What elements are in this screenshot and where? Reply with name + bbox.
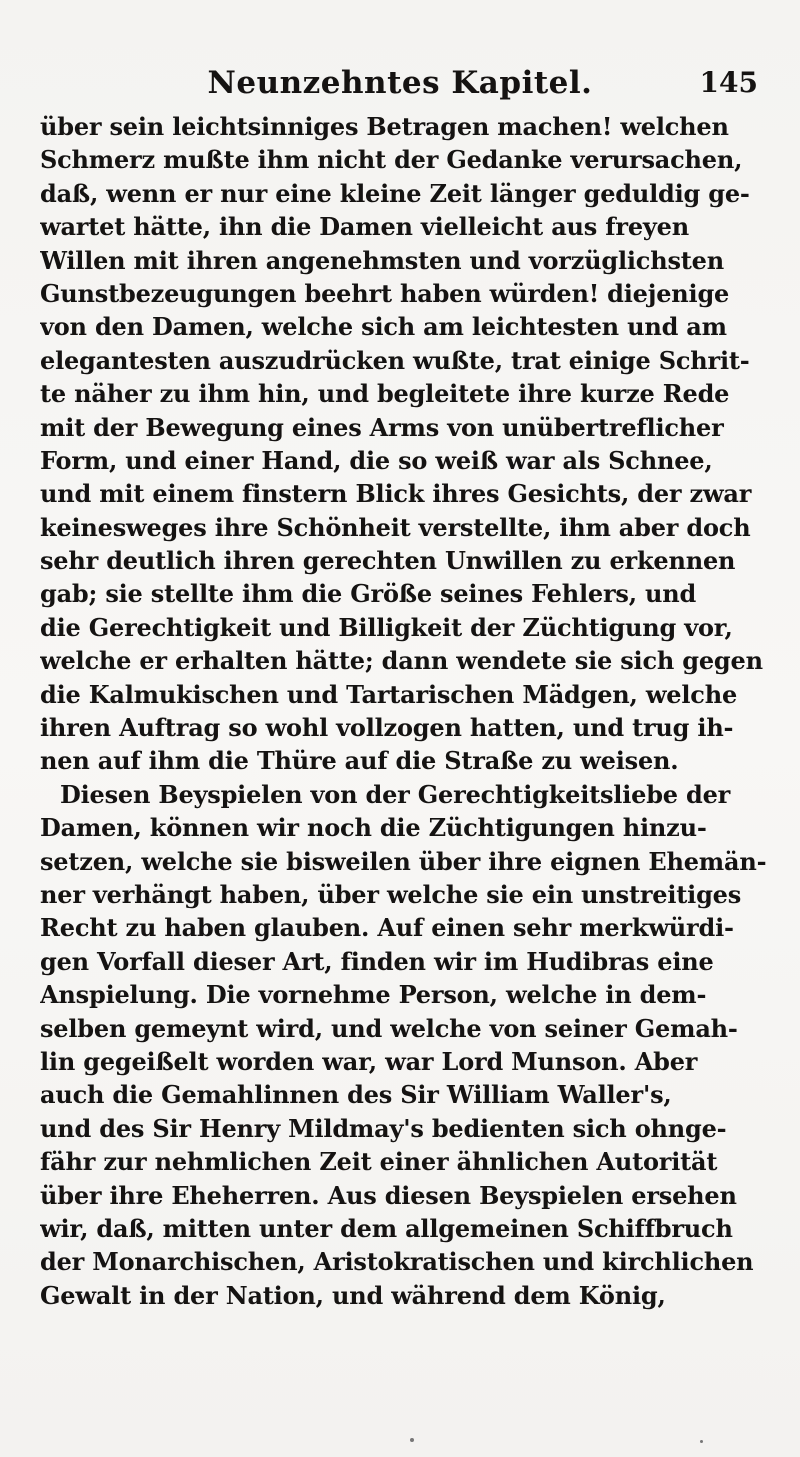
text-line: und des Sir Henry Mildmay's bedienten sich ohnge-	[40, 1113, 727, 1143]
text-line: setzen, welche sie bisweilen über ihre eignen Ehemän-	[40, 846, 767, 876]
text-line: daß, wenn er nur eine kleine Zeit länger geduldig ge-	[40, 178, 750, 208]
text-line: ner verhängt haben, über welche sie ein unstreitiges	[40, 879, 742, 909]
text-line: die Kalmukischen und Tartarischen Mädgen, welche	[40, 679, 738, 709]
text-line: nen auf ihm die Thüre auf die Straße zu weisen.	[40, 746, 679, 776]
text-line: Recht zu haben glauben. Auf einen sehr merkwürdi-	[40, 913, 734, 943]
text-line: ihren Auftrag so wohl vollzogen hatten, und trug ih-	[40, 713, 734, 743]
text-line: Willen mit ihren angenehmsten und vorzüglichsten	[40, 245, 724, 275]
text-line: Schmerz mußte ihm nicht der Gedanke verursachen,	[40, 145, 743, 175]
text-line: Gunstbezeugungen beehrt haben würden! diejenige	[40, 278, 730, 308]
text-line: die Gerechtigkeit und Billigkeit der Züchtigung vor,	[40, 612, 733, 642]
text-line: lin gegeißelt worden war, war Lord Munson. Aber	[40, 1046, 698, 1076]
text-line: keinesweges ihre Schönheit verstellte, ihm aber doch	[40, 512, 751, 542]
text-line: wartet hätte, ihn die Damen vielleicht aus freyen	[40, 212, 689, 242]
text-line: über ihre Eheherren. Aus diesen Beyspielen ersehen	[40, 1180, 737, 1210]
paragraph-start-line: Diesen Beyspielen von der Gerechtigkeitsliebe der	[60, 779, 731, 809]
text-line: gen Vorfall dieser Art, finden wir im Hudibras eine	[40, 946, 714, 976]
text-line: te näher zu ihm hin, und begleitete ihre kurze Rede	[40, 379, 730, 409]
text-line: und mit einem finstern Blick ihres Gesichts, der zwar	[40, 479, 752, 509]
running-head	[0, 58, 800, 108]
text-line: Damen, können wir noch die Züchtigungen hinzu-	[40, 813, 707, 843]
text-line: Form, und einer Hand, die so weiß war als Schnee,	[40, 445, 713, 475]
text-line: über sein leichtsinniges Betragen machen! welchen	[40, 112, 729, 141]
text-line: fähr zur nehmlichen Zeit einer ähnlichen Autorität	[40, 1147, 718, 1177]
paper-speck	[700, 1440, 703, 1443]
page-number: 145	[699, 66, 758, 99]
text-line: Anspielung. Die vornehme Person, welche in dem-	[40, 980, 707, 1010]
text-line: selben gemeynt wird, und welche von seiner Gemah-	[40, 1013, 738, 1043]
text-line: mit der Bewegung eines Arms von unübertreflicher	[40, 412, 724, 442]
text-line: welche er erhalten hätte; dann wendete sie sich gegen	[40, 646, 763, 676]
text-line: auch die Gemahlinnen des Sir William Waller's,	[40, 1080, 672, 1110]
text-line: der Monarchischen, Aristokratischen und kirchlichen	[40, 1247, 754, 1277]
text-line: wir, daß, mitten unter dem allgemeinen Schiffbruch	[40, 1213, 733, 1243]
text-line: gab; sie stellte ihm die Größe seines Fehlers, und	[40, 579, 697, 609]
chapter-title: Neunzehntes Kapitel.	[207, 65, 593, 101]
body-text	[40, 110, 775, 1312]
paper-speck	[410, 1438, 414, 1442]
text-line: von den Damen, welche sich am leichtesten und am	[40, 312, 727, 342]
text-line: sehr deutlich ihren gerechten Unwillen zu erkennen	[40, 546, 736, 576]
text-line: elegantesten auszudrücken wußte, trat einige Schrit-	[40, 345, 750, 375]
text-line: Gewalt in der Nation, und während dem König,	[40, 1280, 666, 1310]
